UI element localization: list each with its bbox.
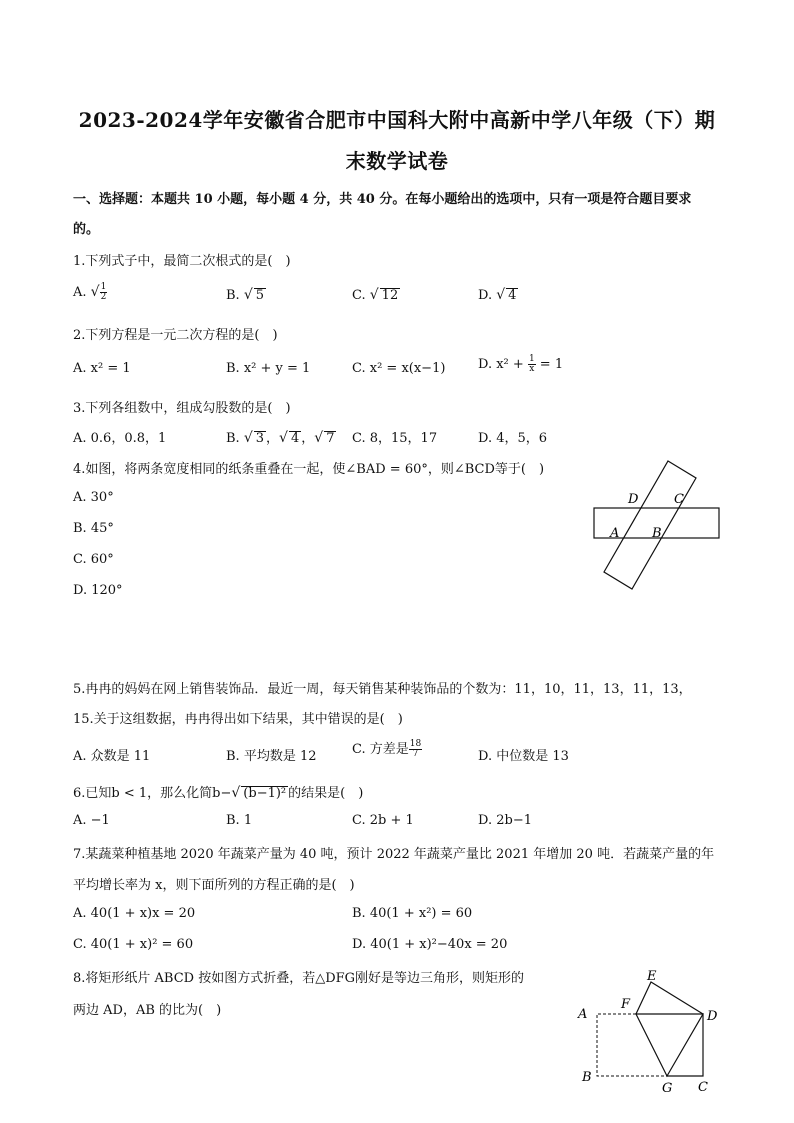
q1-stem: 1.下列式子中，最简二次根式的是( ): [73, 254, 291, 269]
section-heading-line2: 的。: [73, 222, 100, 237]
q8-folded-flap: [636, 982, 703, 1014]
q8-label-f: F: [621, 997, 631, 1012]
q4-label-a: A: [610, 526, 620, 541]
q4-figure-paper-strips: [588, 458, 728, 592]
q5-stem-line1: 5.冉冉的妈妈在网上销售装饰品．最近一周，每天销售某种装饰品的个数为：11，10，11，13，11，13，: [73, 682, 692, 697]
q5-stem-line2: 15.关于这组数据，冉冉得出如下结果，其中错误的是( ): [73, 712, 403, 727]
q6-stem: 6.已知b < 1，那么化简b−√ (b−1)² 的结果是( ): [73, 785, 364, 801]
q4-option-a: A. 30°: [73, 490, 114, 505]
q1-option-b: B. √ 5: [226, 287, 265, 303]
q2-option-c: C. x² = x(x−1): [352, 361, 446, 376]
q4-option-d: D. 120°: [73, 583, 123, 598]
q1-a-fraction: $\frac{1}{2}$: [100, 282, 107, 302]
q7-option-d: D. 40(1 + x)²−40x = 20: [352, 937, 508, 952]
q4-label-b: B: [652, 526, 662, 541]
q4-option-c: C. 60°: [73, 552, 114, 567]
q7-option-a: A. 40(1 + x)x = 20: [73, 906, 196, 921]
q8-stem-line1: 8.将矩形纸片 ABCD 按如图方式折叠，若△DFG刚好是等边三角形，则矩形的: [73, 971, 525, 986]
q2-option-b: B. x² + y = 1: [226, 361, 311, 376]
q4-option-b: B. 45°: [73, 521, 114, 536]
q7-stem-line2: 平均增长率为 x，则下面所列的方程正确的是( ): [73, 878, 355, 893]
q8-label-g: G: [662, 1081, 673, 1096]
q3-option-a: A. 0.6，0.8，1: [73, 431, 167, 446]
q2-option-d: D. x² + $\frac{1}{x}$ = 1: [478, 354, 564, 374]
q7-stem-line1: 7.某蔬菜种植基地 2020 年蔬菜产量为 40 吨，预计 2022 年蔬菜产量比 2021 年增加 20 吨．若蔬菜产量的年: [73, 847, 715, 862]
q1-option-d: D. √ 4: [478, 287, 517, 303]
q4-label-c: C: [674, 492, 684, 507]
q8-label-b: B: [582, 1070, 592, 1085]
exam-title-line2: 末数学试卷: [345, 149, 449, 173]
q1-option-c: C. √ 12: [352, 287, 399, 303]
q6-option-b: B. 1: [226, 813, 253, 828]
q2-stem: 2.下列方程是一元二次方程的是( ): [73, 328, 278, 343]
q5-option-b: B. 平均数是 12: [226, 749, 317, 764]
q5-option-d: D. 中位数是 13: [478, 749, 569, 764]
q6-option-c: C. 2b + 1: [352, 813, 414, 828]
q7-option-b: B. 40(1 + x²) = 60: [352, 906, 473, 921]
q3-option-c: C. 8，15，17: [352, 431, 438, 446]
q7-option-c: C. 40(1 + x)² = 60: [73, 937, 194, 952]
q4-slanted-strip: [604, 461, 696, 589]
q8-equilateral-triangle-dfg: [636, 1014, 703, 1076]
q3-option-b: B. √ 3 ，√ 4 ，√ 7: [226, 430, 335, 446]
q1-option-a: A. √ $\frac{1}{2}$: [73, 282, 107, 302]
q2-option-a: A. x² = 1: [73, 361, 131, 376]
q8-label-a: A: [578, 1007, 588, 1022]
q8-original-edges-dashed: [597, 1014, 667, 1076]
q3-option-d: D. 4，5，6: [478, 431, 548, 446]
q4-stem: 4.如图，将两条宽度相同的纸条重叠在一起，使∠BAD = 60°，则∠BCD等于( ): [73, 462, 545, 477]
q8-stem-line2: 两边 AD，AB 的比为( ): [73, 1003, 222, 1018]
exam-title-line1: 2023-2024学年安徽省合肥市中国科大附中高新中学八年级（下）期: [78, 108, 716, 132]
q8-label-e: E: [647, 969, 657, 984]
q8-figure-folded-rectangle: [572, 962, 732, 1096]
section-heading-line1: 一、选择题：本题共 10 小题，每小题 4 分，共 40 分。在每小题给出的选项中，只有一项是符合题目要求: [73, 192, 692, 207]
q8-label-c: C: [698, 1080, 708, 1095]
q6-option-a: A. −1: [73, 813, 110, 828]
q5-option-a: A. 众数是 11: [73, 749, 151, 764]
q6-option-d: D. 2b−1: [478, 813, 532, 828]
q4-label-d: D: [628, 492, 639, 507]
q3-stem: 3.下列各组数中，组成勾股数的是( ): [73, 401, 291, 416]
q8-label-d: D: [707, 1009, 718, 1024]
q5-option-c: C. 方差是 $\frac{18}{7}$: [352, 739, 422, 759]
